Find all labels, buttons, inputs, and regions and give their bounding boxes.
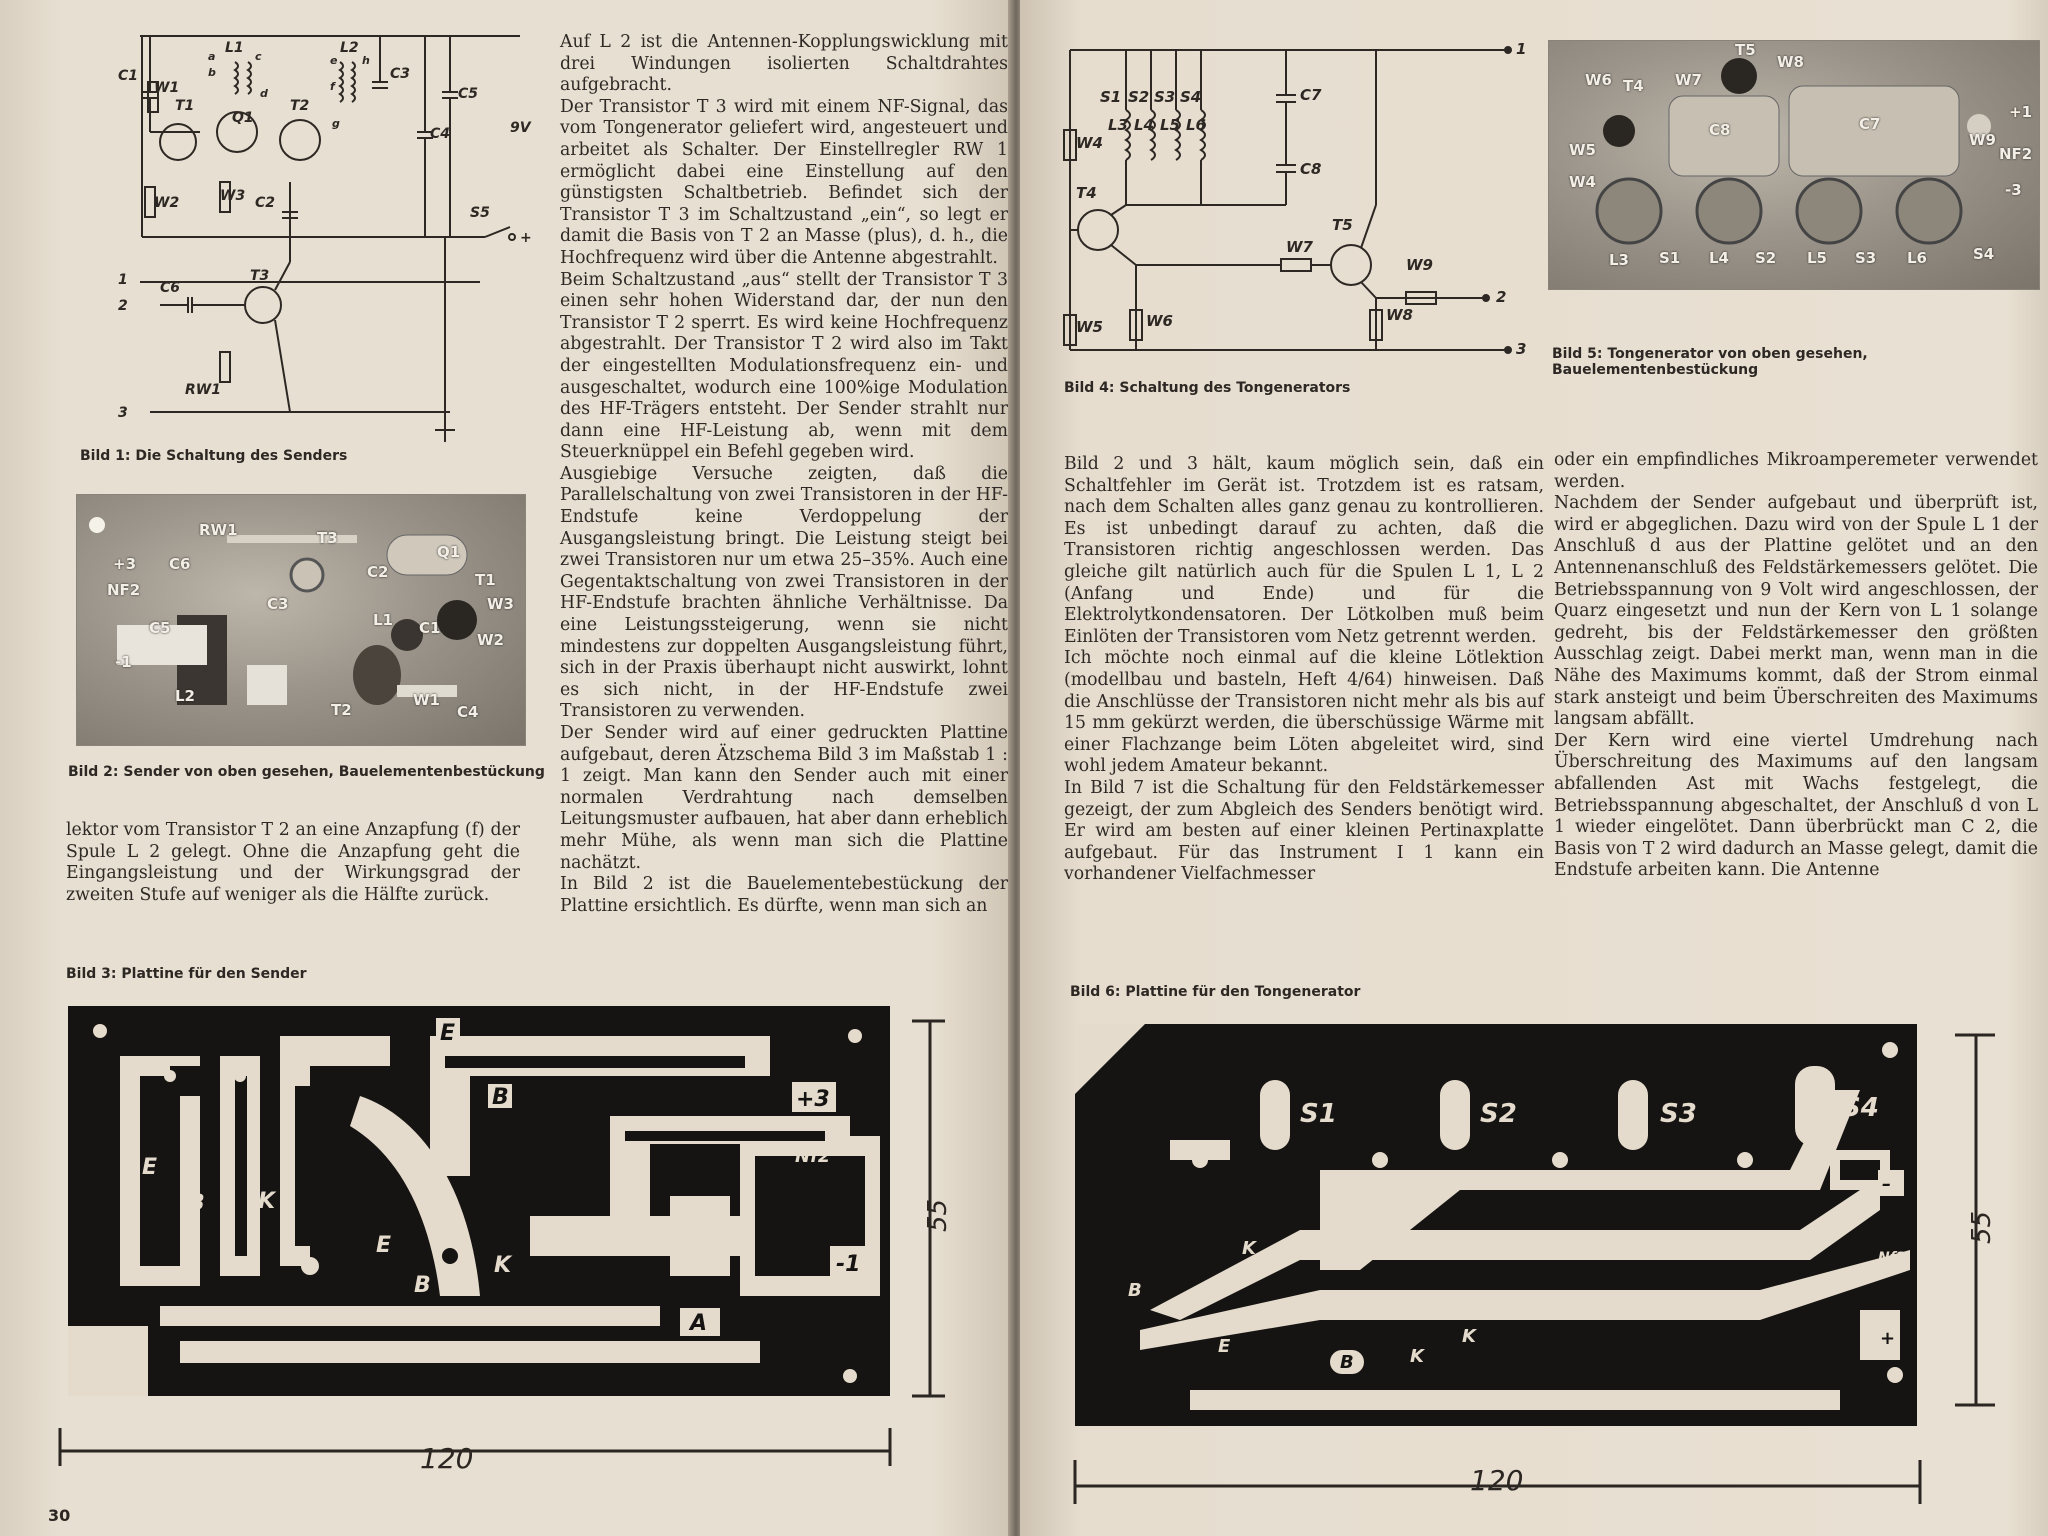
label-l1: L1 — [225, 40, 244, 56]
label-s3: S3 — [1154, 88, 1176, 106]
label-node-3: 3 — [118, 405, 128, 421]
label-w6: W6 — [1146, 312, 1173, 330]
photo2-label-c5: C5 — [149, 619, 171, 637]
pcb6-label-minus: – — [1882, 1174, 1891, 1195]
photo5-label-t4: T4 — [1623, 77, 1644, 95]
photo5-label-l4: L4 — [1709, 249, 1729, 267]
paragraph: Der Transistor T 3 wird mit einem NF-Signal, das vom Tongenerator geliefert wird, angesteuert und arbeitet als Schalter. Der Einstellregler RW 1 ermöglicht dabei eine Einstellung auf den günstigsten Schaltbetrieb. Befindet sich der Transistor T 3 im Schaltzustand „ein“, so legt er damit die Basis von T 2 an Masse (plus), d. h., die Hochfrequenz wird über die Antenne abgestrahlt. — [560, 96, 1008, 268]
label-g: g — [332, 117, 340, 130]
pcb6-label-s3: S3 — [1660, 1099, 1697, 1129]
photo2-label-c4: C4 — [457, 703, 479, 721]
label-t1: T1 — [175, 98, 195, 114]
label-w4: W4 — [1076, 134, 1103, 152]
pcb3-label-e1: E — [440, 1021, 456, 1046]
photo5-label-w9: W9 — [1969, 131, 1996, 149]
photo2-label-t2: T2 — [331, 701, 352, 719]
label-l2: L2 — [340, 40, 359, 56]
photo2-label-rw1: RW1 — [199, 521, 238, 539]
paragraph: Nachdem der Sender aufgebaut und überprüft ist, wird er abgeglichen. Dazu wird von der Spule L 1 der Anschluß d aus der Plattine gelötet und an den Antennenanschluß des Feldstärkemessers gelötet. Die Betriebsspannung von 9 Volt wird angeschlossen, der Quarz eingesetzt und nun der Kern von L 1 solange gedreht, bis der Feldstärkemesser den größten Ausschlag zeigt. Dabei merkt man, wenn man in die Nähe des Maximums kommt, daß der Strom einmal stark ansteigt und beim Überschreiten des Maximums langsam abfällt. — [1554, 493, 2038, 730]
sender-schematic — [118, 22, 560, 442]
caption-bild3: Bild 3: Plattine für den Sender — [66, 966, 307, 982]
photo5-label-m3: -3 — [2005, 181, 2022, 199]
pcb3-label-m1: -1 — [836, 1252, 861, 1277]
photo2-label-m1: -1 — [115, 653, 132, 671]
paragraph: In Bild 2 ist die Bauelementebestückung der Plattine ersichtlich. Es dürfte, wenn man sich an — [560, 874, 1008, 916]
paragraph: Ausgiebige Versuche zeigten, daß die Parallelschaltung von zwei Transistoren in der HF-Endstufe keine Verdoppelung der Ausgangsleistung bringt. Die Leistung steigt bei zwei Transistoren nur um etwa 25–35%. Auch eine Gegentaktschaltung von zwei Transistoren in der HF-Endstufe brachten ähnliche Verhältnisse. Da eine Leistungssteigerung, wenn sie nicht mindestens zur doppelten Ausgangsleistung führt, sich in der Praxis überhaupt nicht auswirkt, lohnt es sich nicht, in der HF-Endstufe zwei Transistoren zu verwenden. — [560, 463, 1008, 722]
photo2-label-nf2: NF2 — [107, 581, 141, 599]
label-c2: C2 — [255, 195, 276, 211]
label-t4: T4 — [1076, 184, 1097, 202]
photo2-label-p3: +3 — [113, 555, 137, 573]
label-node-1: 1 — [1516, 40, 1527, 58]
label-w9: W9 — [1406, 256, 1433, 274]
pcb6-label-b2: B — [1340, 1352, 1354, 1373]
left-column-2-text — [560, 32, 1008, 917]
paragraph: oder ein empfindliches Mikroamperemeter verwendet werden. — [1554, 450, 2038, 492]
photo2-label-w3: W3 — [487, 595, 514, 613]
pcb3-dim-width: 120 — [420, 1442, 474, 1475]
label-s5: S5 — [470, 205, 490, 221]
photo5-label-s1: S1 — [1659, 249, 1681, 267]
label-h: h — [362, 54, 370, 67]
paragraph: Auf L 2 ist die Antennen-Kopplungswicklung mit drei Windungen isolierten Schaltdrahtes aufgebracht. — [560, 32, 1008, 96]
right-column-2-text — [1554, 450, 2038, 882]
page-number: 30 — [48, 1506, 71, 1525]
label-e: e — [330, 54, 338, 67]
photo2-label-w1: W1 — [413, 691, 440, 709]
pcb3-label-e2: E — [142, 1155, 158, 1180]
pcb3-label-b2: B — [188, 1191, 205, 1216]
label-l4: L4 — [1134, 116, 1154, 134]
label-node-3: 3 — [1516, 340, 1527, 358]
tongenerator-pcb — [1070, 1010, 2030, 1510]
pcb3-label-p3: +3 — [796, 1087, 830, 1112]
paragraph: Der Kern wird eine viertel Umdrehung nach Überschreitung des Maximums auf den langsam abfallenden Ast mit Wachs festgelegt, die Betriebsspannung abgeschaltet, der Anschluß d von L 1 wieder eingelötet. Dann überbrückt man C 2, die Basis von T 2 wird dadurch an Masse gelegt, damit die Endstufe arbeiten kann. Die Antenne — [1554, 730, 2038, 881]
caption-bild2: Bild 2: Sender von oben gesehen, Bauelementenbestückung — [68, 764, 545, 780]
photo2-label-c1: C1 — [419, 619, 441, 637]
label-node-2: 2 — [1496, 288, 1507, 306]
photo5-label-w5: W5 — [1569, 141, 1596, 159]
label-c5: C5 — [458, 86, 479, 102]
label-a: a — [208, 50, 216, 63]
paragraph: Bild 2 und 3 hält, kaum möglich sein, daß ein Schaltfehler im Gerät ist. Trotzdem ist es ratsam, nach dem Schalten alles ganz genau zu kontrollieren. Es ist unbedingt darauf zu achten, daß die Transistoren richtig angeschlossen werden. Das gleiche gilt natürlich auch für die Spulen L 1, L 2 (Anfang und Ende) und für die Elektrolytkondensatoren. Der Lötkolben muß beim Einlöten der Transistoren vom Netz getrennt werden. — [1064, 454, 1544, 647]
photo5-label-nf2: NF2 — [1999, 145, 2033, 163]
pcb6-label-nf2: Nf2 — [1878, 1250, 1906, 1266]
left-column-1-text — [66, 820, 520, 906]
pcb3-label-a: A — [690, 1311, 708, 1336]
label-plus: + — [520, 230, 532, 246]
paragraph: Der Sender wird auf einer gedruckten Plattine aufgebaut, deren Ätzschema Bild 3 im Maßstab 1 : 1 zeigt. Man kann den Sender auch mit einer normalen Verdrahtung nach demselben Leitungsmuster aufbauen, hat aber dann erheblich mehr Mühe, als wenn man sich die Plattine nachätzt. — [560, 723, 1008, 873]
label-node-2: 2 — [118, 298, 128, 314]
photo5-label-l6: L6 — [1907, 249, 1927, 267]
paragraph: Beim Schaltzustand „aus“ stellt der Transistor T 3 einen sehr hohen Widerstand dar, der nun den Transistor T 2 sperrt. Es wird keine Hochfrequenz abgestrahlt. Der Transistor T 2 wird also im Takt der eingestellten Modulationsfrequenz ein- und ausgeschaltet, wodurch eine 100%ige Modulation des HF-Trägers entsteht. Der Sender strahlt nur dann eine HF-Leistung ab, wenn mit dem Steuerknüppel ein Befehl gegeben wird. — [560, 269, 1008, 463]
photo5-label-w6: W6 — [1585, 71, 1612, 89]
label-node-1: 1 — [118, 272, 128, 288]
photo5-label-c8: C8 — [1709, 121, 1731, 139]
label-s4: S4 — [1180, 88, 1202, 106]
sender-photo — [76, 494, 526, 746]
left-page — [0, 0, 1012, 1536]
pcb3-label-k1: K — [258, 1189, 276, 1214]
label-c6: C6 — [160, 280, 181, 296]
label-s2: S2 — [1128, 88, 1150, 106]
photo2-label-c3: C3 — [267, 595, 289, 613]
photo5-label-w7: W7 — [1675, 71, 1702, 89]
tongenerator-schematic — [1056, 30, 1556, 390]
label-l3: L3 — [1108, 116, 1128, 134]
pcb6-label-k1: K — [1242, 1238, 1256, 1259]
pcb6-label-plus: + — [1880, 1328, 1896, 1349]
paragraph: In Bild 7 ist die Schaltung für den Feldstärkemesser gezeigt, der zum Abgleich des Senders benötigt wird. Er wird am besten auf einer kleinen Pertinaxplatte aufgebaut. Für das Instrument I 1 kann ein vorhandener Vielfachmesser — [1064, 777, 1544, 885]
label-d: d — [260, 87, 268, 100]
pcb3-label-b3: B — [414, 1273, 431, 1298]
label-w7: W7 — [1286, 238, 1313, 256]
caption-bild5: Bild 5: Tongenerator von oben gesehen, Bauelementenbestückung — [1552, 346, 1868, 378]
paragraph: lektor vom Transistor T 2 an eine Anzapfung (f) der Spule L 2 gelegt. Ohne die Anzapfung geht die Eingangsleistung und der Wirkungsgrad der zweiten Stufe auf weniger als die Hälfte zurück. — [66, 820, 520, 905]
label-c4: C4 — [430, 126, 451, 142]
label-w2: W2 — [154, 195, 180, 211]
photo2-label-w2: W2 — [477, 631, 504, 649]
label-w8: W8 — [1386, 306, 1413, 324]
photo5-label-p1: +1 — [2009, 103, 2033, 121]
photo2-label-l1: L1 — [373, 611, 393, 629]
photo5-label-w8: W8 — [1777, 53, 1804, 71]
photo5-label-s4: S4 — [1973, 245, 1995, 263]
label-q1: Q1 — [232, 110, 254, 126]
label-l6: L6 — [1186, 116, 1206, 134]
photo2-label-t1: T1 — [475, 571, 496, 589]
label-w1: W1 — [154, 80, 180, 96]
pcb6-dim-height: 55 — [1967, 1210, 1997, 1244]
right-column-1-text — [1064, 454, 1544, 886]
label-t3: T3 — [250, 268, 270, 284]
photo5-label-l3: L3 — [1609, 251, 1629, 269]
pcb3-dim-height: 55 — [923, 1198, 953, 1232]
label-rw1: RW1 — [185, 382, 221, 398]
photo2-label-c2: C2 — [367, 563, 389, 581]
photo5-label-s2: S2 — [1755, 249, 1777, 267]
pcb3-label-b1: B — [492, 1085, 509, 1110]
paragraph: Ich möchte noch einmal auf die kleine Lötlektion (modellbau und basteln, Heft 4/64) hinweisen. Daß die Anschlüsse der Transistoren nicht mehr als bis auf 15 mm gekürzt werden, die überschüssige Wärme mit einer Flachzange beim Löten abgeleitet wird, sind wohl jedem Amateur bekannt. — [1064, 648, 1544, 777]
pcb6-label-k3: K — [1462, 1326, 1476, 1347]
pcb3-label-e3: E — [376, 1233, 392, 1258]
photo5-label-t5: T5 — [1735, 41, 1756, 59]
pcb6-dim-width: 120 — [1470, 1464, 1524, 1497]
sender-pcb — [50, 996, 980, 1496]
label-f: f — [330, 80, 335, 93]
caption-bild4: Bild 4: Schaltung des Tongenerators — [1064, 380, 1351, 396]
pcb3-label-k2: K — [494, 1253, 512, 1278]
caption-bild1: Bild 1: Die Schaltung des Senders — [80, 448, 348, 464]
label-c: c — [255, 50, 262, 63]
pcb6-label-k2: K — [1410, 1346, 1424, 1367]
label-w5: W5 — [1076, 318, 1103, 336]
photo5-label-c7: C7 — [1859, 115, 1881, 133]
label-c1: C1 — [118, 68, 139, 84]
photo2-label-l2: L2 — [175, 687, 195, 705]
photo2-label-t3: T3 — [317, 529, 338, 547]
pcb6-label-s2: S2 — [1480, 1099, 1517, 1129]
label-c8: C8 — [1300, 160, 1322, 178]
right-page — [1020, 0, 2048, 1536]
pcb6-label-e: E — [1218, 1336, 1231, 1357]
pcb6-label-s1: S1 — [1300, 1099, 1337, 1129]
label-b: b — [208, 66, 216, 79]
label-t5: T5 — [1332, 216, 1353, 234]
label-w3: W3 — [220, 188, 246, 204]
label-c7: C7 — [1300, 86, 1322, 104]
label-9v: 9V — [510, 120, 531, 136]
pcb6-label-s4: S4 — [1842, 1093, 1879, 1123]
photo5-label-l5: L5 — [1807, 249, 1827, 267]
tongenerator-photo — [1548, 40, 2040, 290]
pcb3-label-nf2: Nf2 — [795, 1146, 831, 1167]
photo2-label-c6: C6 — [169, 555, 191, 573]
pcb6-label-b1: B — [1128, 1280, 1142, 1301]
caption-bild6: Bild 6: Plattine für den Tongenerator — [1070, 984, 1361, 1000]
label-l5: L5 — [1160, 116, 1180, 134]
label-c3: C3 — [390, 66, 411, 82]
photo5-label-s3: S3 — [1855, 249, 1877, 267]
photo5-label-w4: W4 — [1569, 173, 1596, 191]
label-t2: T2 — [290, 98, 310, 114]
photo2-label-q1: Q1 — [437, 543, 461, 561]
label-s1: S1 — [1100, 88, 1122, 106]
